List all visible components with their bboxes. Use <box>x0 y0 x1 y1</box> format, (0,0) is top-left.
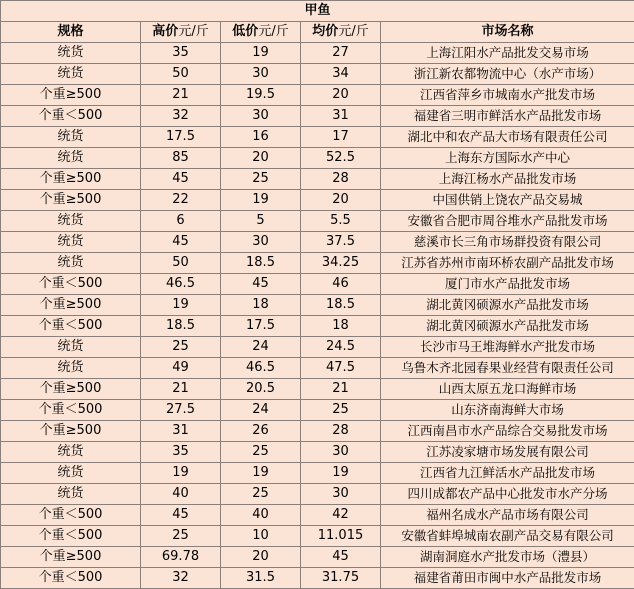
cell-spec: 个重≥500 <box>1 85 141 106</box>
cell-high-price: 6 <box>141 211 221 232</box>
header-market: 市场名称 <box>381 22 634 43</box>
table-row <box>1 400 634 421</box>
cell-low-price: 25 <box>221 484 301 505</box>
cell-low-price: 40 <box>221 505 301 526</box>
cell-low-price: 25 <box>221 442 301 463</box>
table-row <box>1 148 634 169</box>
cell-avg-price: 46 <box>301 274 381 295</box>
cell-spec: 个重≥500 <box>1 190 141 211</box>
table-row <box>1 316 634 337</box>
table-row <box>1 484 634 505</box>
cell-low-price: 5 <box>221 211 301 232</box>
cell-market-name: 江苏凌家塘市场发展有限公司 <box>381 442 634 463</box>
table-row <box>1 442 634 463</box>
cell-low-price: 24 <box>221 337 301 358</box>
table-row <box>1 295 634 316</box>
table-body <box>1 43 634 589</box>
cell-avg-price: 42 <box>301 505 381 526</box>
cell-market-name: 山东济南海鲜大市场 <box>381 400 634 421</box>
cell-market-name: 乌鲁木齐北园春果业经营有限责任公司 <box>381 358 634 379</box>
cell-market-name: 安徽省蚌埠城南农副产品交易有限公司 <box>381 526 634 547</box>
cell-spec: 统货 <box>1 127 141 148</box>
cell-avg-price: 17 <box>301 127 381 148</box>
cell-high-price: 19 <box>141 295 221 316</box>
header-row <box>1 22 634 43</box>
cell-avg-price: 28 <box>301 169 381 190</box>
cell-market-name: 上海东方国际水产中心 <box>381 148 634 169</box>
table-row <box>1 253 634 274</box>
table-row <box>1 547 634 568</box>
cell-high-price: 19 <box>141 463 221 484</box>
cell-high-price: 50 <box>141 253 221 274</box>
cell-market-name: 湖北黄冈硕源水产品批发市场 <box>381 295 634 316</box>
cell-spec: 个重＜500 <box>1 274 141 295</box>
cell-high-price: 40 <box>141 484 221 505</box>
cell-high-price: 85 <box>141 148 221 169</box>
cell-low-price: 30 <box>221 64 301 85</box>
cell-spec: 个重≥500 <box>1 547 141 568</box>
table-row <box>1 505 634 526</box>
title-row <box>1 1 634 22</box>
cell-spec: 统货 <box>1 64 141 85</box>
cell-avg-price: 31.75 <box>301 568 381 589</box>
cell-avg-price: 28 <box>301 421 381 442</box>
table-row <box>1 358 634 379</box>
cell-low-price: 18 <box>221 295 301 316</box>
cell-avg-price: 31 <box>301 106 381 127</box>
cell-high-price: 21 <box>141 379 221 400</box>
cell-spec: 统货 <box>1 148 141 169</box>
header-high <box>141 22 221 43</box>
cell-market-name: 湖北黄冈硕源水产品批发市场 <box>381 316 634 337</box>
cell-market-name: 四川成都农产品中心批发市水产分场 <box>381 484 634 505</box>
cell-market-name: 湖北中和农产品大市场有限责任公司 <box>381 127 634 148</box>
cell-low-price: 26 <box>221 421 301 442</box>
cell-spec: 统货 <box>1 232 141 253</box>
cell-high-price: 49 <box>141 358 221 379</box>
header-avg <box>301 22 381 43</box>
cell-high-price: 45 <box>141 169 221 190</box>
cell-avg-price: 21 <box>301 379 381 400</box>
cell-avg-price: 25 <box>301 400 381 421</box>
table-row <box>1 64 634 85</box>
cell-market-name: 慈溪市长三角市场群投资有限公司 <box>381 232 634 253</box>
cell-market-name: 福建省莆田市闽中水产品批发市场 <box>381 568 634 589</box>
cell-high-price: 50 <box>141 64 221 85</box>
cell-low-price: 31.5 <box>221 568 301 589</box>
cell-high-price: 21 <box>141 85 221 106</box>
table-row <box>1 211 634 232</box>
header-high-unit: 元/斤 <box>178 24 209 39</box>
cell-avg-price: 24.5 <box>301 337 381 358</box>
table-row <box>1 106 634 127</box>
cell-market-name: 江西省九江鲜活水产品批发市场 <box>381 463 634 484</box>
cell-low-price: 19.5 <box>221 85 301 106</box>
table-row <box>1 43 634 64</box>
cell-low-price: 17.5 <box>221 316 301 337</box>
cell-spec: 统货 <box>1 484 141 505</box>
cell-low-price: 10 <box>221 526 301 547</box>
cell-low-price: 20 <box>221 547 301 568</box>
cell-avg-price: 18 <box>301 316 381 337</box>
header-low-unit: 元/斤 <box>258 24 289 39</box>
cell-market-name: 厦门市水产品批发市场 <box>381 274 634 295</box>
cell-low-price: 20.5 <box>221 379 301 400</box>
cell-spec: 个重≥500 <box>1 169 141 190</box>
cell-high-price: 45 <box>141 505 221 526</box>
cell-spec: 个重＜500 <box>1 400 141 421</box>
cell-high-price: 45 <box>141 232 221 253</box>
table-row <box>1 232 634 253</box>
header-spec: 规格 <box>1 22 141 43</box>
table-title: 甲鱼 <box>1 1 634 22</box>
cell-low-price: 25 <box>221 169 301 190</box>
table-row <box>1 337 634 358</box>
cell-high-price: 46.5 <box>141 274 221 295</box>
cell-spec: 个重≥500 <box>1 421 141 442</box>
cell-avg-price: 34 <box>301 64 381 85</box>
table-row <box>1 274 634 295</box>
table-row <box>1 127 634 148</box>
cell-avg-price: 27 <box>301 43 381 64</box>
cell-avg-price: 5.5 <box>301 211 381 232</box>
table-row <box>1 421 634 442</box>
cell-spec: 个重＜500 <box>1 316 141 337</box>
cell-high-price: 32 <box>141 568 221 589</box>
cell-avg-price: 47.5 <box>301 358 381 379</box>
cell-market-name: 湖南洞庭水产批发市场（澧县） <box>381 547 634 568</box>
cell-avg-price: 30 <box>301 484 381 505</box>
cell-avg-price: 20 <box>301 190 381 211</box>
cell-low-price: 19 <box>221 43 301 64</box>
table-row <box>1 526 634 547</box>
cell-avg-price: 11.015 <box>301 526 381 547</box>
header-high-label: 高价 <box>152 24 179 39</box>
cell-spec: 个重＜500 <box>1 526 141 547</box>
cell-spec: 统货 <box>1 43 141 64</box>
cell-market-name: 福建省三明市鲜活水产品批发市场 <box>381 106 634 127</box>
cell-market-name: 中国供销上饶农产品交易城 <box>381 190 634 211</box>
cell-spec: 统货 <box>1 211 141 232</box>
cell-high-price: 25 <box>141 526 221 547</box>
cell-market-name: 福州名成水产品市场有限公司 <box>381 505 634 526</box>
cell-spec: 统货 <box>1 337 141 358</box>
cell-spec: 个重＜500 <box>1 505 141 526</box>
cell-low-price: 45 <box>221 274 301 295</box>
cell-avg-price: 30 <box>301 442 381 463</box>
cell-market-name: 浙江新农都物流中心（水产市场） <box>381 64 634 85</box>
table-row <box>1 169 634 190</box>
header-low-label: 低价 <box>232 24 259 39</box>
cell-spec: 个重＜500 <box>1 568 141 589</box>
cell-market-name: 上海江阳水产品批发交易市场 <box>381 43 634 64</box>
table-row <box>1 463 634 484</box>
table-row <box>1 190 634 211</box>
cell-high-price: 69.78 <box>141 547 221 568</box>
cell-high-price: 25 <box>141 337 221 358</box>
cell-high-price: 18.5 <box>141 316 221 337</box>
table-row <box>1 379 634 400</box>
cell-avg-price: 37.5 <box>301 232 381 253</box>
cell-market-name: 江西南昌市水产品综合交易批发市场 <box>381 421 634 442</box>
cell-market-name: 山西太原五龙口海鲜市场 <box>381 379 634 400</box>
cell-low-price: 46.5 <box>221 358 301 379</box>
header-low <box>221 22 301 43</box>
cell-avg-price: 52.5 <box>301 148 381 169</box>
cell-spec: 统货 <box>1 463 141 484</box>
cell-avg-price: 45 <box>301 547 381 568</box>
cell-low-price: 18.5 <box>221 253 301 274</box>
cell-low-price: 19 <box>221 190 301 211</box>
cell-high-price: 35 <box>141 442 221 463</box>
cell-high-price: 17.5 <box>141 127 221 148</box>
cell-spec: 统货 <box>1 358 141 379</box>
cell-high-price: 27.5 <box>141 400 221 421</box>
cell-spec: 统货 <box>1 253 141 274</box>
cell-spec: 个重≥500 <box>1 379 141 400</box>
cell-low-price: 20 <box>221 148 301 169</box>
cell-avg-price: 18.5 <box>301 295 381 316</box>
cell-spec: 统货 <box>1 442 141 463</box>
cell-avg-price: 20 <box>301 85 381 106</box>
cell-market-name: 安徽省合肥市周谷堆水产品批发市场 <box>381 211 634 232</box>
cell-market-name: 江西省萍乡市城南水产批发市场 <box>381 85 634 106</box>
table-row <box>1 568 634 589</box>
cell-market-name: 长沙市马王堆海鲜水产批发市场 <box>381 337 634 358</box>
header-avg-unit: 元/斤 <box>338 24 369 39</box>
cell-high-price: 32 <box>141 106 221 127</box>
cell-high-price: 35 <box>141 43 221 64</box>
cell-low-price: 30 <box>221 232 301 253</box>
cell-market-name: 江苏省苏州市南环桥农副产品批发市场 <box>381 253 634 274</box>
cell-high-price: 31 <box>141 421 221 442</box>
cell-spec: 个重＜500 <box>1 106 141 127</box>
cell-low-price: 24 <box>221 400 301 421</box>
cell-low-price: 30 <box>221 106 301 127</box>
cell-low-price: 16 <box>221 127 301 148</box>
cell-high-price: 22 <box>141 190 221 211</box>
header-avg-label: 均价 <box>312 24 339 39</box>
table-row <box>1 85 634 106</box>
cell-avg-price: 34.25 <box>301 253 381 274</box>
cell-market-name: 上海江杨水产品批发市场 <box>381 169 634 190</box>
cell-avg-price: 19 <box>301 463 381 484</box>
cell-spec: 个重≥500 <box>1 295 141 316</box>
cell-low-price: 19 <box>221 463 301 484</box>
